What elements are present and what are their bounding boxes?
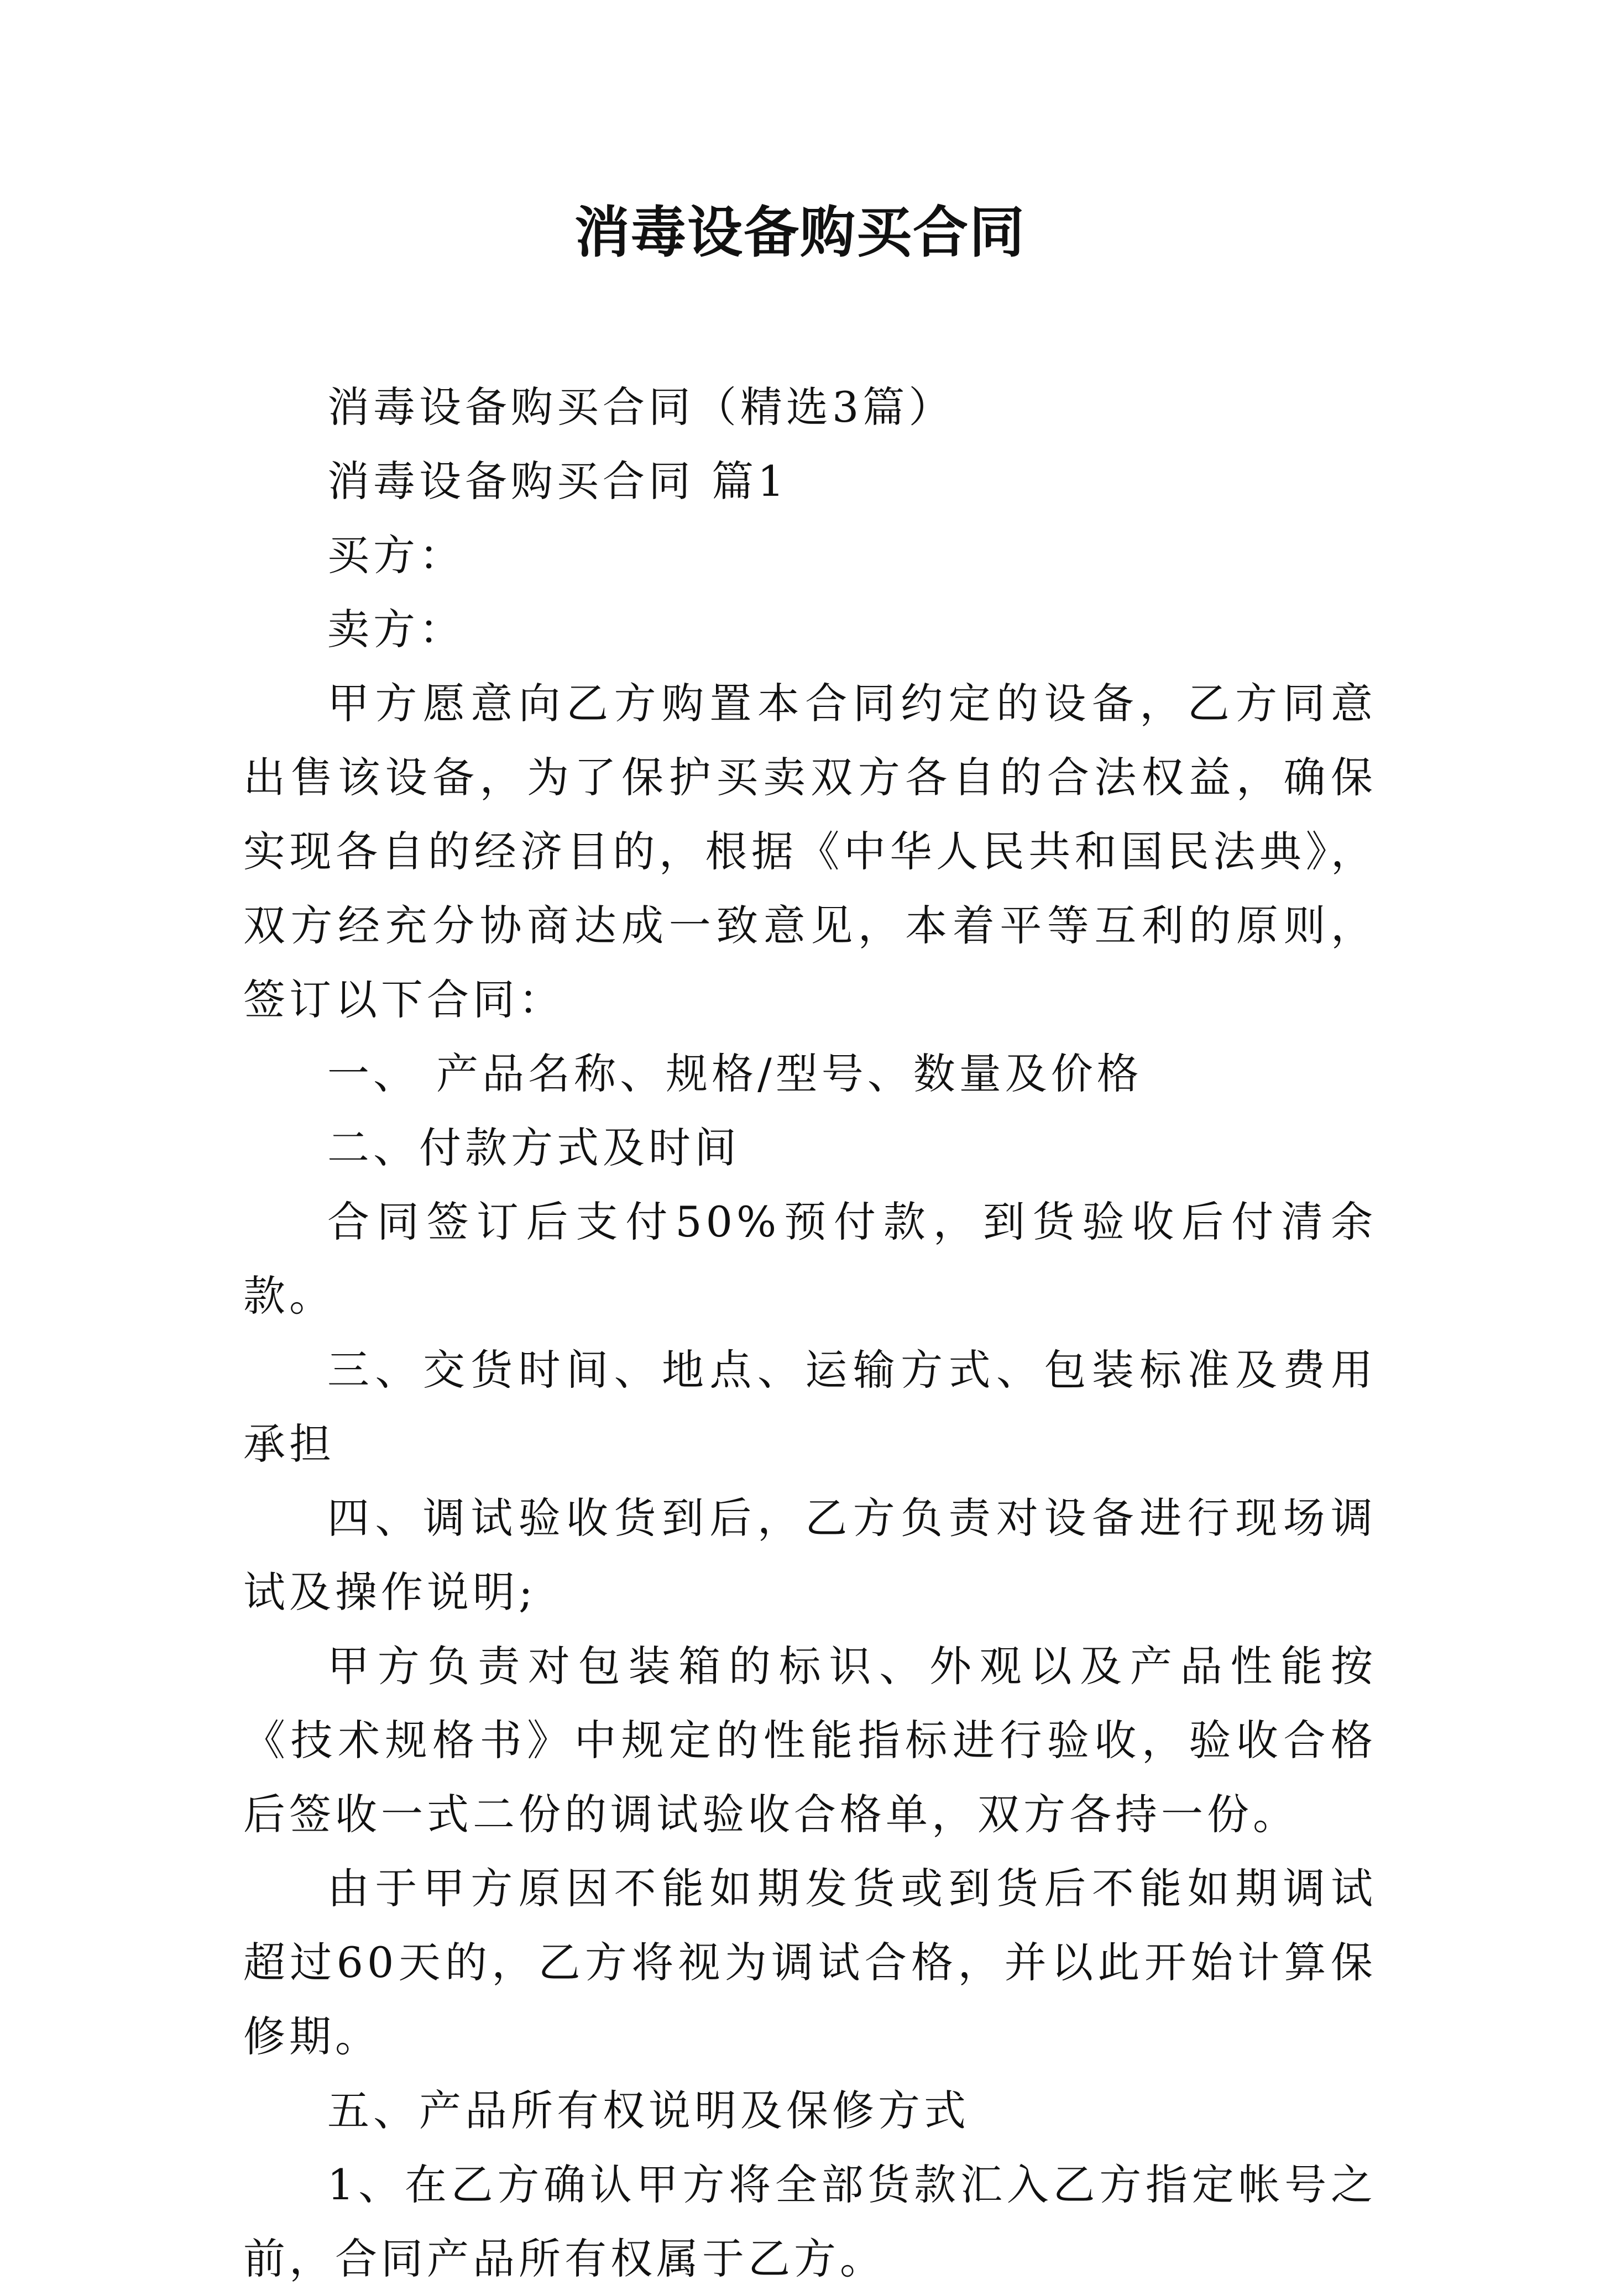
clause-5-heading: 五、产品所有权说明及保修方式 bbox=[327, 2086, 970, 2135]
paragraph-section-heading: 消毒设备购买合同 篇1 bbox=[327, 457, 788, 506]
document-body bbox=[243, 370, 1377, 2296]
clause-3-heading: 三、交货时间、地点、运输方式、包装标准及费用承担 bbox=[243, 1345, 1377, 1469]
clause-2-body: 合同签订后支付50%预付款，到货验收后付清余款。 bbox=[243, 1197, 1377, 1320]
document-title: 消毒设备购买合同 bbox=[574, 200, 1026, 265]
paragraph-buyer: 买方： bbox=[327, 531, 465, 580]
clause-2-heading: 二、付款方式及时间 bbox=[327, 1123, 740, 1172]
paragraph-seller: 卖方： bbox=[327, 605, 465, 654]
clause-4-body-acceptance: 甲方负责对包装箱的标识、外观以及产品性能按《技术规格书》中规定的性能指标进行验收，验收合格后签收一式二份的调试验收合格单，双方各持一份。 bbox=[243, 1642, 1377, 1839]
clause-5-item-1: 1、在乙方确认甲方将全部货款汇入乙方指定帐号之前，合同产品所有权属于乙方。 bbox=[243, 2160, 1377, 2283]
clause-4-body-delay: 由于甲方原因不能如期发货或到货后不能如期调试超过60天的，乙方将视为调试合格，并以此开始计算保修期。 bbox=[243, 1864, 1377, 2061]
clause-1-heading: 一、 产品名称、规格/型号、数量及价格 bbox=[327, 1049, 1143, 1098]
clause-4-heading: 四、调试验收货到后，乙方负责对设备进行现场调试及操作说明; bbox=[243, 1493, 1377, 1617]
paragraph-preamble: 甲方愿意向乙方购置本合同约定的设备，乙方同意出售该设备，为了保护买卖双方各自的合法权益，确保实现各自的经济目的，根据《中华人民共和国民法典》，双方经充分协商达成一致意见，本着平等互利的原则，签订以下合同： bbox=[243, 679, 1377, 1024]
paragraph-subtitle: 消毒设备购买合同（精选3篇） bbox=[327, 382, 955, 432]
